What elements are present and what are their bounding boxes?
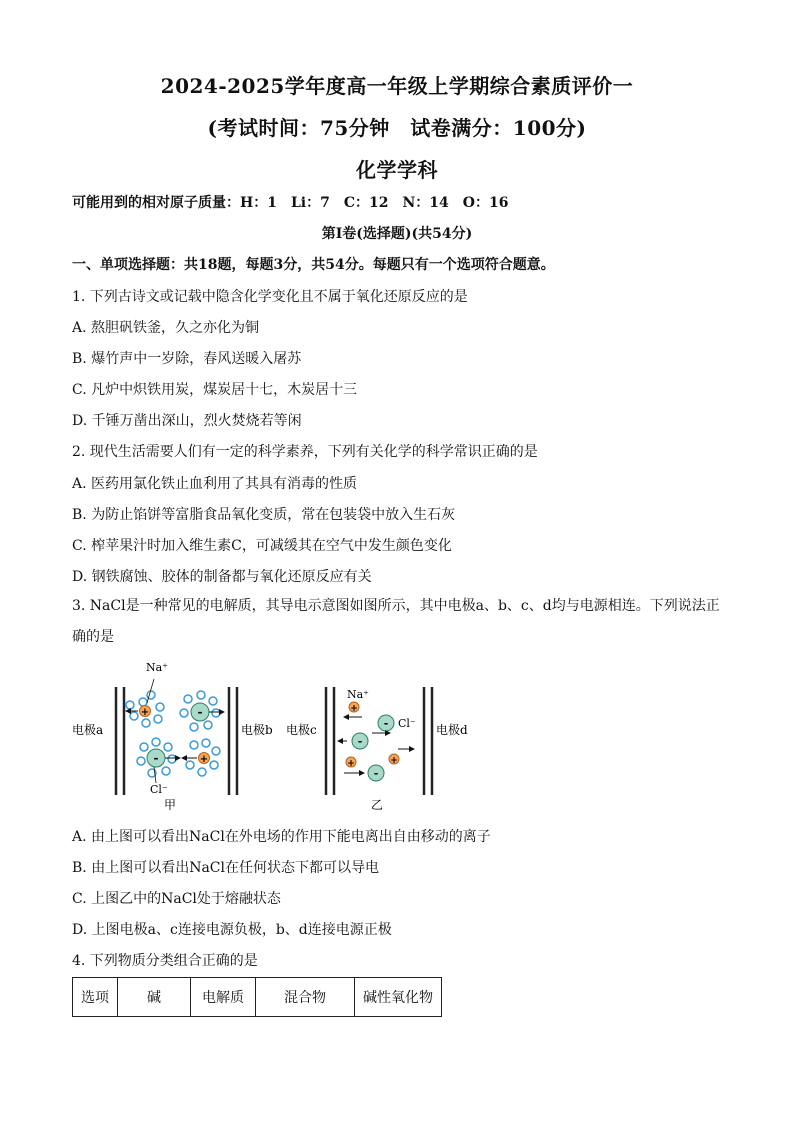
svg-text:+: + <box>199 754 209 765</box>
question-1-stem: 1. 下列古诗文或记载中隐含化学变化且不属于氧化还原反应的是 <box>72 289 468 305</box>
table-header-cell: 混合物 <box>256 978 355 1017</box>
svg-text:+: + <box>347 759 355 769</box>
chloride-ion <box>372 715 416 733</box>
question-3-option-a: A. 由上图可以看出NaCl在外电场的作用下能电离出自由移动的离子 <box>72 829 491 845</box>
question-2-option-a: A. 医药用氯化铁止血利用了其具有消毒的性质 <box>72 476 358 492</box>
question-1-option-b: B. 爆竹声中一岁除，春风送暖入屠苏 <box>72 351 302 367</box>
nacl-conduction-figure <box>68 655 488 815</box>
sodium-ion <box>389 749 414 766</box>
sodium-ion <box>344 702 362 717</box>
atomic-masses: 可能用到的相对原子质量：H：1 Li：7 C：12 N：14 O：16 <box>72 195 509 211</box>
question-2-option-c: C. 榨苹果汁时加入维生素C，可减缓其在空气中发生颜色变化 <box>72 538 452 554</box>
sodium-ion-label: Na⁺ <box>347 688 369 701</box>
svg-text:-: - <box>153 751 159 765</box>
chloride-ion <box>368 765 384 781</box>
sodium-ion <box>344 757 364 773</box>
svg-text:-: - <box>357 735 363 748</box>
svg-text:-: - <box>197 705 203 719</box>
table-header-cell: 电解质 <box>191 978 256 1017</box>
chloride-ion <box>338 733 368 749</box>
electrode-d-label: 电极d <box>436 723 468 737</box>
figure-caption-yi: 乙 <box>370 798 384 812</box>
chloride-ion-label: Cl⁻ <box>150 783 168 796</box>
figure-jia <box>72 661 273 812</box>
section-title: 第Ⅰ卷(选择题)(共54分) <box>321 226 473 242</box>
table-header-row <box>73 978 442 1017</box>
hydrated-sodium-ion <box>126 661 168 727</box>
hydrated-chloride-ion <box>137 738 180 796</box>
electrode-a-label: 电极a <box>72 723 104 737</box>
question-2-option-b: B. 为防止馅饼等富脂食品氧化变质，常在包装袋中放入生石灰 <box>72 507 456 523</box>
question-4-stem: 4. 下列物质分类组合正确的是 <box>72 953 258 969</box>
sodium-ion-label: Na⁺ <box>146 661 168 674</box>
question-3-option-b: B. 由上图可以看出NaCl在任何状态下都可以导电 <box>72 860 379 876</box>
classification-table <box>72 977 442 1017</box>
question-1-option-c: C. 凡炉中炽铁用炭，煤炭居十七，木炭居十三 <box>72 382 358 398</box>
svg-text:+: + <box>140 707 150 718</box>
question-2-stem: 2. 现代生活需要人们有一定的科学素养，下列有关化学的科学常识正确的是 <box>72 444 538 460</box>
exam-title: 2024-2025学年度高一年级上学期综合素质评价一 <box>160 74 634 98</box>
figure-yi <box>286 687 468 812</box>
figure-caption-jia: 甲 <box>163 798 177 812</box>
question-1-option-a: A. 熬胆矾铁釜，久之亦化为铜 <box>72 320 260 336</box>
question-3-option-c: C. 上图乙中的NaCl处于熔融状态 <box>72 891 281 907</box>
svg-text:-: - <box>373 767 379 780</box>
svg-text:-: - <box>383 717 389 730</box>
question-3-stem: 3. NaCl是一种常见的电解质，其导电示意图如图所示，其中电极a、b、c、d均与电源相连。下列说法正确的是 <box>72 598 720 645</box>
svg-text:+: + <box>350 704 358 714</box>
question-3-option-d: D. 上图电极a、c连接电源负极，b、d连接电源正极 <box>72 922 392 938</box>
chloride-ion-label: Cl⁻ <box>398 717 416 730</box>
electrode-b-label: 电极b <box>241 723 273 737</box>
hydrated-chloride-ion <box>180 691 224 731</box>
part-heading: 一、单项选择题：共18题，每题3分，共54分。每题只有一个选项符合题意。 <box>72 257 555 273</box>
svg-text:+: + <box>390 756 398 766</box>
table-header-cell: 碱 <box>118 978 191 1017</box>
hydrated-sodium-ion <box>182 739 220 776</box>
question-1-option-d: D. 千锤万凿出深山，烈火焚烧若等闲 <box>72 413 302 429</box>
table-header-cell: 碱性氧化物 <box>355 978 442 1017</box>
exam-subtitle: (考试时间：75分钟 试卷满分：100分) <box>207 116 587 140</box>
question-2-option-d: D. 钢铁腐蚀、胶体的制备都与氧化还原反应有关 <box>72 569 372 585</box>
table-header-cell: 选项 <box>73 978 118 1017</box>
electrode-c-label: 电极c <box>286 723 317 737</box>
subject-heading: 化学学科 <box>356 158 438 182</box>
